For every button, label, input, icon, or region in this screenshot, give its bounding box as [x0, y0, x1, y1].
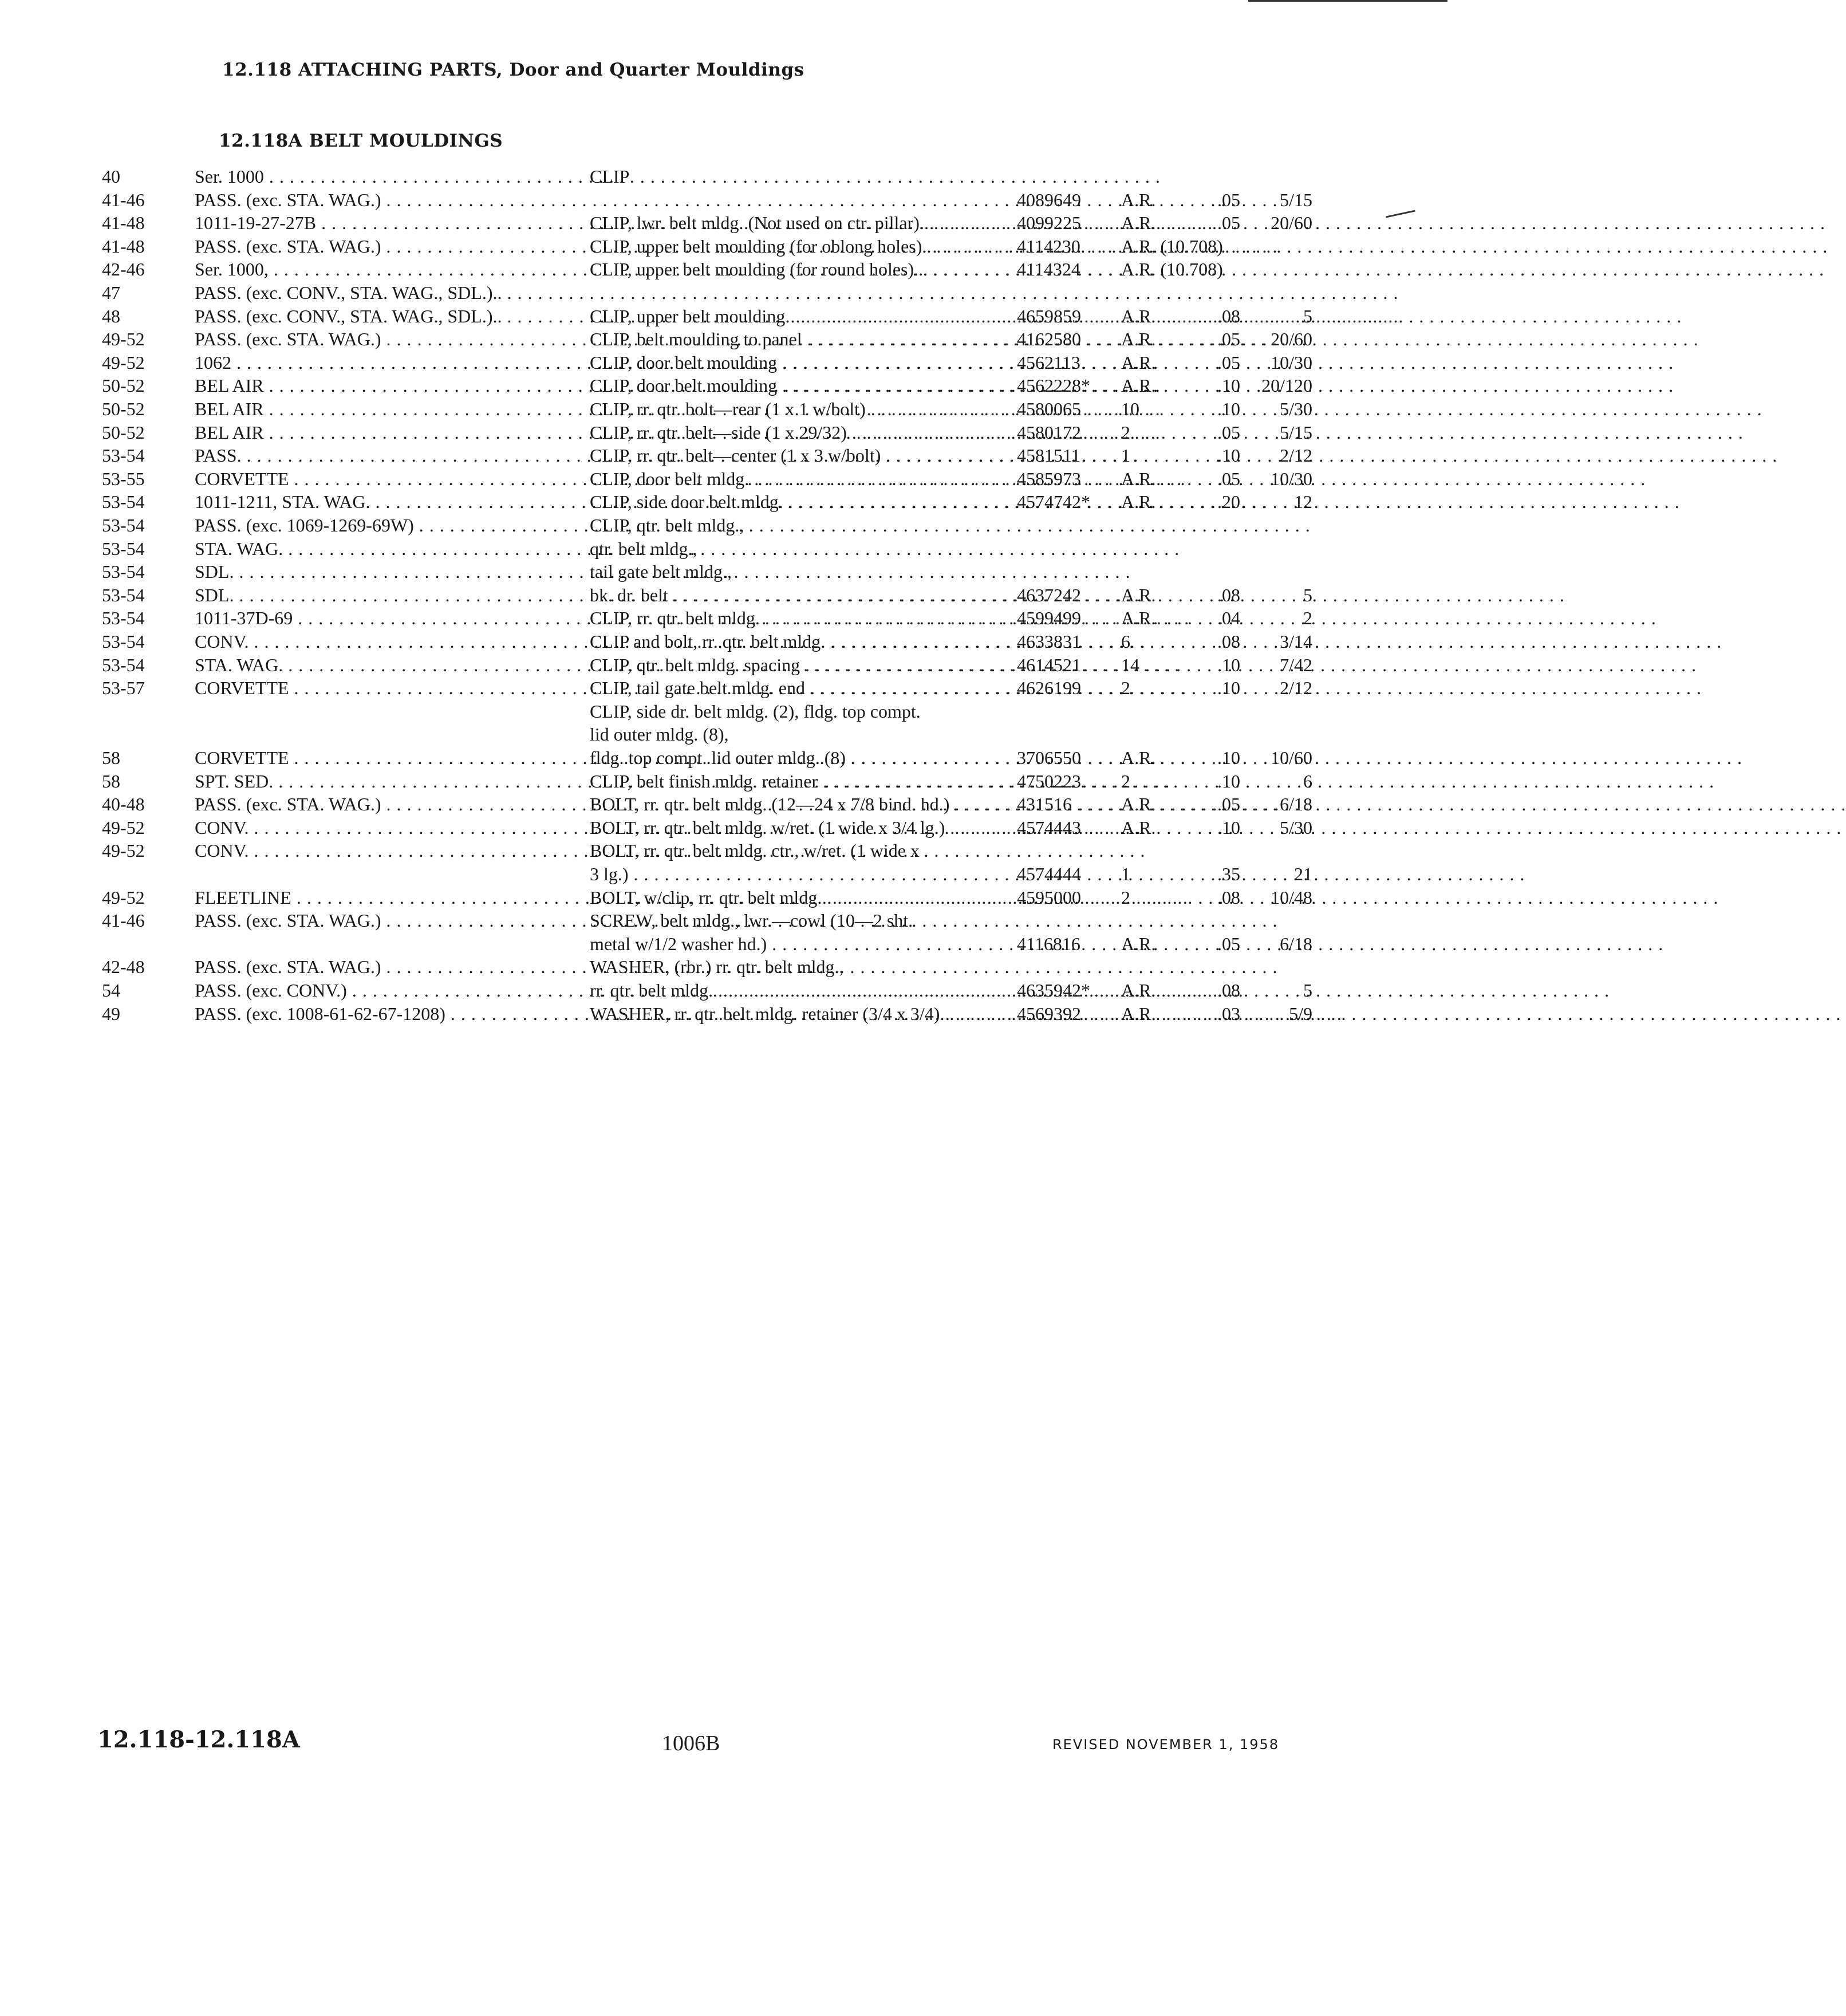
quantity-cell: A.R.	[1121, 468, 1156, 489]
table-row	[0, 514, 1447, 537]
list-cell: 10/30	[1271, 468, 1312, 489]
description-cell: CLIP, qtr. belt mldg. spacing . . .	[590, 653, 1002, 676]
price-cell: .05	[1217, 189, 1240, 210]
part-number-cell: 4581511	[1017, 445, 1080, 466]
part-number-cell: 4585973	[1017, 468, 1081, 489]
list-cell: 7/42	[1280, 654, 1312, 675]
price-cell: .05	[1217, 933, 1240, 954]
table-row	[0, 723, 1447, 746]
year-cell: 41-46	[102, 910, 145, 931]
part-number-cell: 4162580	[1017, 329, 1081, 350]
description-cell: metal w/1/2 washer hd.) . . .	[590, 932, 1002, 955]
table-row	[0, 281, 1447, 304]
model-cell: STA. WAG. . . .	[195, 537, 561, 560]
part-number-cell: 4574443	[1017, 817, 1081, 838]
price-cell: .10	[1217, 817, 1240, 838]
model-cell: 1011-1211, STA. WAG. . . .	[195, 490, 561, 513]
year-cell: 54	[102, 980, 120, 1001]
description-cell: BOLT, w/clip, rr. qtr. belt mldg. . . .	[590, 886, 1002, 909]
table-row	[0, 630, 1447, 653]
table-row	[0, 816, 1447, 839]
model-cell: PASS. (exc. CONV., STA. WAG., SDL.).. . . .	[195, 305, 561, 328]
model-cell: CONV. . . .	[195, 630, 561, 653]
part-number-cell: 4580172	[1017, 422, 1081, 443]
table-row	[0, 1002, 1447, 1025]
model-cell: PASS. (exc. 1069-1269-69W) . . .	[195, 514, 561, 537]
model-cell: CORVETTE . . .	[195, 467, 561, 490]
description-cell: CLIP and bolt, rr. qtr. belt mldg. . . .	[590, 630, 1002, 653]
price-cell: .20	[1217, 491, 1240, 513]
table-row	[0, 607, 1447, 629]
year-cell: 58	[102, 770, 120, 792]
model-cell: FLEETLINE . . .	[195, 886, 561, 909]
quantity-cell: 2	[1121, 678, 1130, 699]
section-title: 12.118 ATTACHING PARTS, Door and Quarter Mouldings	[222, 60, 804, 80]
year-cell: 53-54	[102, 445, 145, 466]
table-row	[0, 374, 1447, 397]
description-cell: CLIP, belt moulding to panel . . .	[590, 328, 1002, 351]
year-cell: 49-52	[102, 329, 145, 350]
part-number-cell: 4569392	[1017, 1003, 1081, 1024]
description-cell: CLIP, door belt moulding . . .	[590, 351, 1002, 374]
year-cell: 40	[102, 166, 120, 187]
year-cell: 40-48	[102, 794, 145, 815]
year-cell: 53-54	[102, 515, 145, 536]
list-cell: 5/9	[1289, 1003, 1312, 1024]
list-cell: 6/18	[1280, 933, 1312, 954]
quantity-cell: A.R.	[1121, 1003, 1156, 1024]
list-cell: 21	[1294, 864, 1312, 884]
year-cell: 53-54	[102, 561, 145, 582]
description-cell: WASHER, (rbr.) rr. qtr. belt mldg.,	[590, 956, 844, 978]
quantity-cell: A.R.	[1121, 933, 1156, 954]
year-cell: 41-48	[102, 212, 145, 234]
list-cell: 5	[1303, 980, 1312, 1001]
quantity-cell: 10	[1121, 399, 1139, 419]
description-cell: CLIP, belt finish mldg. retainer . . .	[590, 770, 1002, 793]
price-cell: .08	[1217, 980, 1240, 1001]
quantity-cell: A.R.	[1121, 491, 1156, 513]
quantity-cell: A.R.	[1121, 817, 1156, 838]
table-row	[0, 653, 1447, 676]
year-cell: 49	[102, 1003, 120, 1024]
table-row	[0, 188, 1447, 211]
top-rule	[1248, 0, 1447, 2]
part-number-cell: 4562228*	[1017, 375, 1090, 396]
quantity-cell: 2	[1121, 887, 1130, 908]
description-cell: qtr. belt mldg.,	[590, 538, 697, 559]
table-row	[0, 258, 1447, 281]
description-cell: WASHER, rr. qtr. belt mldg. retainer (3/4 x 3/4). . . .	[590, 1002, 1002, 1025]
table-row	[0, 909, 1447, 932]
description-cell: SCREW, belt mldg., lwr.—cowl (10—2 sht.	[590, 910, 913, 931]
price-cell: .05	[1217, 212, 1240, 234]
description-cell: 3 lg.) . . .	[590, 863, 1002, 885]
model-cell: PASS. (exc. STA. WAG.) . . .	[195, 188, 561, 211]
year-cell: 53-54	[102, 631, 145, 652]
table-row	[0, 886, 1447, 909]
table-row	[0, 584, 1447, 607]
list-cell: 3/14	[1280, 631, 1312, 652]
list-cell: 6	[1303, 770, 1312, 792]
model-cell: SDL. . . .	[195, 560, 561, 583]
table-row	[0, 165, 1447, 188]
table-row	[0, 328, 1447, 351]
description-cell: BOLT, rr. qtr. belt mldg. (12—24 x 7/8 bind. hd.) . . .	[590, 793, 1002, 816]
table-row	[0, 560, 1447, 583]
description-cell: CLIP, door belt moulding . . .	[590, 374, 1002, 397]
model-cell: STA. WAG. . . .	[195, 653, 561, 676]
model-cell: PASS. . . .	[195, 444, 561, 467]
table-row	[0, 955, 1447, 978]
table-row	[0, 676, 1447, 699]
part-number-cell: 4089649	[1017, 189, 1081, 210]
table-row	[0, 490, 1447, 513]
part-number-cell: 4614521	[1017, 654, 1081, 675]
description-cell: lid outer mldg. (8),	[590, 724, 729, 745]
year-cell: 47	[102, 282, 120, 303]
description-cell: CLIP, door belt mldg. . . .	[590, 467, 1002, 490]
model-cell: CORVETTE . . .	[195, 746, 561, 769]
model-cell: 1011-37D-69 . . .	[195, 607, 561, 629]
list-cell: 6/18	[1280, 794, 1312, 815]
list-cell: 5/30	[1280, 817, 1312, 838]
description-cell: CLIP, upper belt moulding . . .	[590, 305, 1002, 328]
part-number-cell: 4114324	[1017, 259, 1080, 280]
price-cell: .10	[1217, 399, 1240, 419]
part-number-cell: 4116816	[1017, 933, 1080, 954]
list-cell: 10/30	[1271, 352, 1312, 373]
year-cell: 48	[102, 305, 120, 326]
description-cell: CLIP, upper belt moulding (for oblong holes).. . . .	[590, 235, 1002, 258]
table-row	[0, 235, 1447, 258]
list-cell: 2/12	[1280, 445, 1312, 466]
part-number-cell: 4626199	[1017, 678, 1081, 699]
price-cell: .05	[1217, 422, 1240, 443]
part-number-cell: 4595000	[1017, 887, 1081, 908]
model-cell: PASS. (exc. 1008-61-62-67-1208) . . .	[195, 1002, 561, 1025]
description-cell: CLIP, rr. qtr. belt—side (1 x 29/32) . . .	[590, 421, 1002, 444]
table-row	[0, 793, 1447, 816]
description-cell: CLIP, side dr. belt mldg. (2), fldg. top compt.	[590, 700, 921, 722]
part-number-cell: 4580065	[1017, 399, 1081, 419]
year-cell: 49-52	[102, 840, 145, 861]
footer-page-number: 1006B	[662, 1731, 720, 1755]
description-cell: CLIP	[590, 166, 630, 187]
table-row	[0, 746, 1447, 769]
description-cell: CLIP, rr. qtr. belt mldg. . . .	[590, 607, 1002, 629]
description-cell: CLIP, tail gate belt mldg. end . . .	[590, 676, 1002, 699]
quantity-cell: A.R.	[1121, 584, 1156, 605]
description-cell: CLIP, lwr. belt mldg. (Not used on ctr. pillar).. . . .	[590, 211, 1002, 234]
table-row	[0, 770, 1447, 793]
table-row	[0, 863, 1447, 885]
table-row	[0, 211, 1447, 234]
year-cell: 41-46	[102, 189, 145, 210]
description-cell: CLIP, rr. qtr. belt—center (1 x 3 w/bolt) . . .	[590, 444, 1002, 467]
price-cell: .10	[1217, 445, 1240, 466]
year-cell: 53-55	[102, 468, 145, 489]
price-cell: .08	[1217, 887, 1240, 908]
list-cell: 5	[1303, 305, 1312, 326]
table-row	[0, 979, 1447, 1002]
model-cell: BEL AIR . . .	[195, 397, 561, 420]
list-cell: 20/60	[1271, 212, 1312, 234]
model-cell: PASS. (exc. STA. WAG.) . . .	[195, 793, 561, 816]
part-number-cell: 4574444	[1017, 864, 1081, 884]
year-cell: 49-52	[102, 352, 145, 373]
year-cell: 49-52	[102, 817, 145, 838]
price-cell: .08	[1217, 305, 1240, 326]
year-cell: 50-52	[102, 422, 145, 443]
model-cell: 1062 . . .	[195, 351, 561, 374]
list-cell: 5	[1303, 584, 1312, 605]
price-cell: .10	[1217, 678, 1240, 699]
part-number-cell: 4633831	[1017, 631, 1081, 652]
part-number-cell: 4562113	[1017, 352, 1080, 373]
price-cell: .04	[1217, 608, 1240, 629]
price-cell: .08	[1217, 584, 1240, 605]
list-cell: 5/30	[1280, 399, 1312, 419]
table-row	[0, 932, 1447, 955]
description-cell: bk. dr. belt . . .	[590, 584, 1002, 607]
year-cell: 53-54	[102, 654, 145, 675]
description-cell: BOLT, rr. qtr. belt mldg. ctr., w/ret. (1 wide x	[590, 840, 920, 861]
price-cell: .05	[1217, 329, 1240, 350]
description-cell: BOLT, rr. qtr. belt mldg. w/ret. (1 wide x 3/4 lg.) . . .	[590, 816, 1002, 839]
model-cell: CONV. . . .	[195, 816, 561, 839]
model-cell: Ser. 1000, . . .	[195, 258, 561, 281]
year-cell: 49-52	[102, 887, 145, 908]
price-cell: .08	[1217, 631, 1240, 652]
price-cell: .10	[1217, 770, 1240, 792]
part-number-cell: 4750223	[1017, 770, 1081, 792]
model-cell: CORVETTE . . .	[195, 676, 561, 699]
table-row	[0, 397, 1447, 420]
price-cell: .35	[1217, 864, 1240, 884]
price-cell: .03	[1217, 1003, 1240, 1024]
year-cell: 58	[102, 747, 120, 768]
price-cell: .10	[1217, 375, 1240, 396]
part-number-cell: 4659859	[1017, 305, 1081, 326]
quantity-cell: A.R.	[1121, 794, 1156, 815]
model-cell: BEL AIR . . .	[195, 374, 561, 397]
year-cell: 50-52	[102, 375, 145, 396]
model-cell: PASS. (exc. CONV., STA. WAG., SDL.).. . . .	[195, 281, 561, 304]
part-number-cell: 4574742*	[1017, 491, 1090, 513]
quantity-cell: A.R.	[1121, 375, 1156, 396]
table-row	[0, 351, 1447, 374]
description-cell: CLIP, qtr. belt mldg.,	[590, 515, 744, 536]
part-number-cell: 3706550	[1017, 747, 1081, 768]
model-cell: PASS. (exc. STA. WAG.) . . .	[195, 235, 561, 258]
description-cell: CLIP, side door belt mldg. . . .	[590, 490, 1002, 513]
quantity-cell: 14	[1121, 654, 1139, 675]
quantity-cell: A.R.	[1121, 352, 1156, 373]
model-cell: Ser. 1000 . . .	[195, 165, 561, 188]
year-cell: 50-52	[102, 399, 145, 419]
description-cell: CLIP, upper belt moulding (for round holes)... . . .	[590, 258, 1002, 281]
year-cell: 41-48	[102, 235, 145, 257]
price-cell: .10	[1217, 654, 1240, 675]
part-number-cell: 4114230	[1017, 235, 1080, 257]
quantity-cell: A.R.	[1121, 189, 1156, 210]
price-cell: .05	[1217, 352, 1240, 373]
model-cell: SDL. . . .	[195, 584, 561, 607]
table-row	[0, 467, 1447, 490]
subsection-title: 12.118A BELT MOULDINGS	[219, 131, 503, 151]
list-cell: 12	[1294, 491, 1312, 513]
year-cell: 42-46	[102, 259, 145, 280]
description-cell: rr. qtr. belt mldg. . . .	[590, 979, 1002, 1002]
table-row	[0, 839, 1447, 862]
table-row	[0, 305, 1447, 328]
quantity-cell: A.R.	[1121, 212, 1156, 234]
year-cell: 42-48	[102, 956, 145, 978]
list-cell: 10/48	[1271, 887, 1312, 908]
price-cell: .05	[1217, 794, 1240, 815]
list-cell: 20/120	[1261, 375, 1312, 396]
price-cell: .10	[1217, 747, 1240, 768]
part-number-cell: 4599499	[1017, 608, 1081, 629]
list-cell: 5/15	[1280, 422, 1312, 443]
year-cell: 53-54	[102, 584, 145, 605]
price-cell: .05	[1217, 468, 1240, 489]
description-cell: tail gate belt mldg.,	[590, 561, 732, 582]
part-number-cell: 4635942*	[1017, 980, 1090, 1001]
year-cell: 53-54	[102, 491, 145, 513]
quantity-cell: A.R. (10.708)	[1121, 259, 1223, 280]
footer-section-range: 12.118-12.118A	[97, 1726, 300, 1753]
description-cell: CLIP, rr. qtr. bolt—rear (1 x 1 w/bolt) . . .	[590, 397, 1002, 420]
model-cell: PASS. (exc. STA. WAG.) . . .	[195, 909, 561, 932]
table-row	[0, 537, 1447, 560]
list-cell: 20/60	[1271, 329, 1312, 350]
year-cell: 53-57	[102, 678, 145, 699]
table-row	[0, 421, 1447, 444]
quantity-cell: A.R.	[1121, 305, 1156, 326]
list-cell: 5/15	[1280, 189, 1312, 210]
table-row	[0, 444, 1447, 467]
model-cell: PASS. (exc. STA. WAG.) . . .	[195, 955, 561, 978]
quantity-cell: 1	[1121, 864, 1130, 884]
year-cell: 53-54	[102, 538, 145, 559]
list-cell: 10/60	[1271, 747, 1312, 768]
quantity-cell: 2	[1121, 422, 1130, 443]
table-row	[0, 700, 1447, 723]
model-cell: CONV. . . .	[195, 839, 561, 862]
quantity-cell: 1	[1121, 445, 1130, 466]
quantity-cell: A.R.	[1121, 747, 1156, 768]
quantity-cell: A.R.	[1121, 608, 1156, 629]
model-cell: SPT. SED. . . .	[195, 770, 561, 793]
quantity-cell: 2	[1121, 770, 1130, 792]
model-cell: PASS. (exc. STA. WAG.) . . .	[195, 328, 561, 351]
description-cell: fldg. top compt. lid outer mldg. (8) . . .	[590, 746, 1002, 769]
list-cell: 2	[1303, 608, 1312, 629]
part-number-cell: 431516	[1017, 794, 1072, 815]
year-cell: 53-54	[102, 608, 145, 629]
model-cell: 1011-19-27-27B . . .	[195, 211, 561, 234]
list-cell: 2/12	[1280, 678, 1312, 699]
part-number-cell: 4637242	[1017, 584, 1081, 605]
quantity-cell: A.R.	[1121, 329, 1156, 350]
footer-revised-date: REVISED NOVEMBER 1, 1958	[1052, 1737, 1280, 1753]
model-cell: BEL AIR . . .	[195, 421, 561, 444]
quantity-cell: 6	[1121, 631, 1130, 652]
model-cell: PASS. (exc. CONV.) . . .	[195, 979, 561, 1002]
quantity-cell: A.R. (10.708)	[1121, 235, 1223, 257]
quantity-cell: A.R.	[1121, 980, 1156, 1001]
part-number-cell: 4099225	[1017, 212, 1081, 234]
